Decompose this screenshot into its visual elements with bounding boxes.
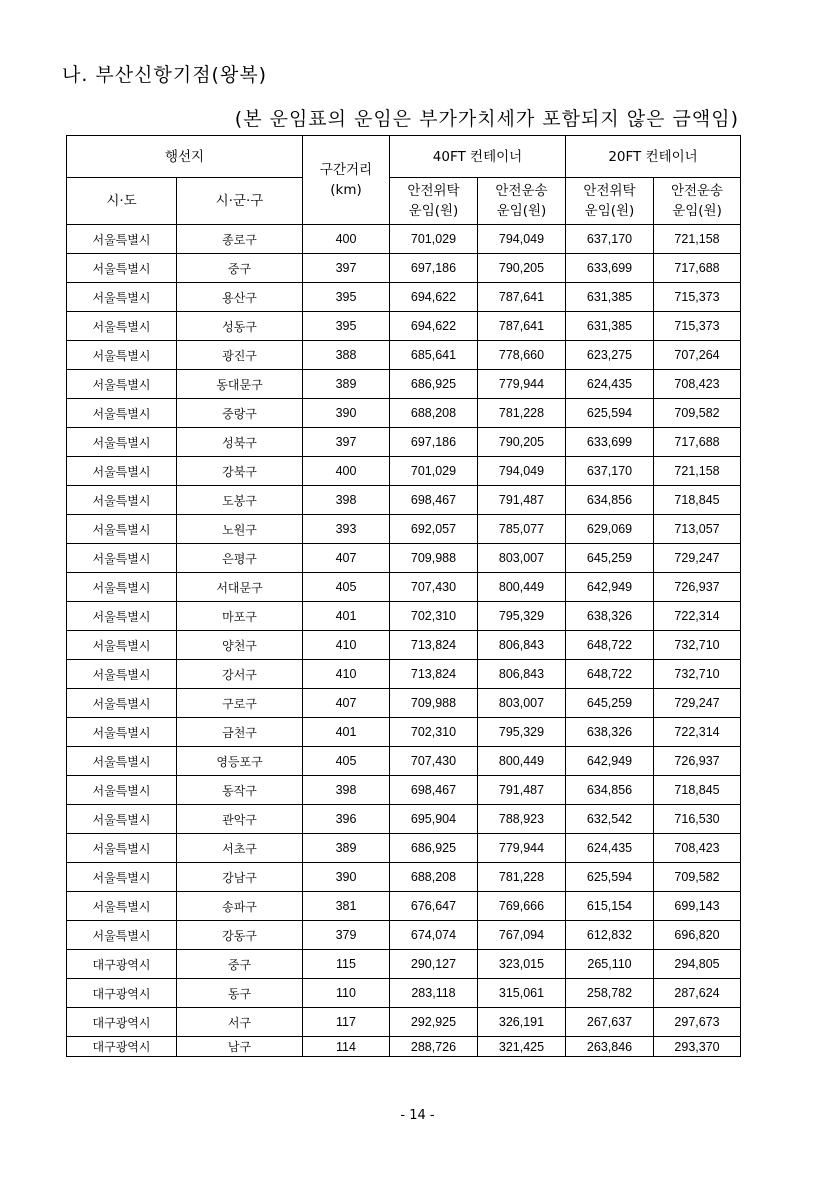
section-heading: 나. 부산신항기점(왕복) [62, 64, 268, 86]
cell-40ft-transport: 321,425 [478, 1037, 566, 1057]
cell-sido: 서울특별시 [67, 573, 177, 602]
cell-sido: 서울특별시 [67, 805, 177, 834]
header-20ft-trust [566, 178, 654, 225]
cell-distance: 389 [303, 834, 390, 863]
table-row [67, 399, 741, 428]
cell-40ft-transport: 806,843 [478, 660, 566, 689]
cell-40ft-transport: 800,449 [478, 573, 566, 602]
cell-sido: 대구광역시 [67, 979, 177, 1008]
table-row [67, 602, 741, 631]
cell-40ft-transport: 778,660 [478, 341, 566, 370]
cell-sigungu: 도봉구 [177, 486, 303, 515]
cell-sido: 대구광역시 [67, 950, 177, 979]
cell-distance: 388 [303, 341, 390, 370]
cell-20ft-trust: 648,722 [566, 660, 654, 689]
header-40ft: 40FT 컨테이너 [390, 136, 566, 178]
table-row [67, 979, 741, 1008]
cell-20ft-transport: 732,710 [654, 631, 741, 660]
cell-40ft-trust: 713,824 [390, 631, 478, 660]
cell-distance: 379 [303, 921, 390, 950]
cell-sido: 서울특별시 [67, 370, 177, 399]
cell-sigungu: 용산구 [177, 283, 303, 312]
cell-40ft-trust: 686,925 [390, 834, 478, 863]
cell-20ft-transport: 708,423 [654, 370, 741, 399]
cell-40ft-transport: 315,061 [478, 979, 566, 1008]
freight-rate-table [66, 135, 741, 1057]
cell-sigungu: 은평구 [177, 544, 303, 573]
cell-40ft-transport: 769,666 [478, 892, 566, 921]
table-row [67, 689, 741, 718]
cell-sigungu: 송파구 [177, 892, 303, 921]
cell-20ft-trust: 638,326 [566, 602, 654, 631]
cell-distance: 390 [303, 863, 390, 892]
cell-sigungu: 성북구 [177, 428, 303, 457]
cell-40ft-trust: 694,622 [390, 312, 478, 341]
cell-20ft-trust: 625,594 [566, 863, 654, 892]
cell-sido: 서울특별시 [67, 225, 177, 254]
header-distance-line2: (km) [330, 182, 362, 198]
cell-20ft-trust: 634,856 [566, 776, 654, 805]
cell-20ft-transport: 716,530 [654, 805, 741, 834]
cell-sigungu: 종로구 [177, 225, 303, 254]
cell-20ft-trust: 624,435 [566, 834, 654, 863]
cell-40ft-trust: 707,430 [390, 747, 478, 776]
cell-20ft-transport: 297,673 [654, 1008, 741, 1037]
cell-distance: 117 [303, 1008, 390, 1037]
cell-20ft-transport: 715,373 [654, 283, 741, 312]
cell-sido: 대구광역시 [67, 1037, 177, 1057]
table-row [67, 283, 741, 312]
cell-sigungu: 영등포구 [177, 747, 303, 776]
header-trust-line2: 운임(원) [408, 203, 459, 219]
cell-40ft-trust: 702,310 [390, 718, 478, 747]
cell-distance: 397 [303, 254, 390, 283]
header-trust-line1: 안전위탁 [407, 183, 460, 199]
cell-40ft-transport: 781,228 [478, 399, 566, 428]
cell-20ft-trust: 638,326 [566, 718, 654, 747]
cell-sigungu: 강동구 [177, 921, 303, 950]
cell-20ft-trust: 623,275 [566, 341, 654, 370]
cell-distance: 400 [303, 457, 390, 486]
table-row [67, 544, 741, 573]
cell-40ft-transport: 806,843 [478, 631, 566, 660]
cell-sido: 서울특별시 [67, 312, 177, 341]
cell-20ft-transport: 709,582 [654, 863, 741, 892]
cell-sigungu: 서대문구 [177, 573, 303, 602]
cell-distance: 407 [303, 689, 390, 718]
cell-40ft-transport: 795,329 [478, 602, 566, 631]
cell-20ft-transport: 732,710 [654, 660, 741, 689]
table-row [67, 486, 741, 515]
cell-40ft-transport: 800,449 [478, 747, 566, 776]
cell-40ft-trust: 292,925 [390, 1008, 478, 1037]
header-destination: 행선지 [67, 136, 303, 178]
cell-sigungu: 강북구 [177, 457, 303, 486]
cell-20ft-trust: 265,110 [566, 950, 654, 979]
cell-distance: 407 [303, 544, 390, 573]
cell-sigungu: 구로구 [177, 689, 303, 718]
cell-distance: 389 [303, 370, 390, 399]
cell-sido: 서울특별시 [67, 341, 177, 370]
cell-20ft-trust: 645,259 [566, 544, 654, 573]
cell-sido: 서울특별시 [67, 921, 177, 950]
cell-distance: 410 [303, 660, 390, 689]
cell-distance: 398 [303, 486, 390, 515]
table-row [67, 834, 741, 863]
cell-20ft-transport: 726,937 [654, 747, 741, 776]
cell-20ft-transport: 715,373 [654, 312, 741, 341]
cell-40ft-transport: 781,228 [478, 863, 566, 892]
header-40ft-transport [478, 178, 566, 225]
cell-40ft-transport: 787,641 [478, 312, 566, 341]
cell-40ft-trust: 694,622 [390, 283, 478, 312]
table-row [67, 776, 741, 805]
cell-distance: 398 [303, 776, 390, 805]
cell-20ft-trust: 634,856 [566, 486, 654, 515]
cell-20ft-transport: 722,314 [654, 602, 741, 631]
cell-40ft-trust: 686,925 [390, 370, 478, 399]
table-row [67, 341, 741, 370]
header-trust-line2: 운임(원) [584, 203, 635, 219]
cell-distance: 401 [303, 602, 390, 631]
cell-distance: 390 [303, 399, 390, 428]
table-row [67, 370, 741, 399]
table-row [67, 950, 741, 979]
cell-sigungu: 금천구 [177, 718, 303, 747]
cell-20ft-trust: 258,782 [566, 979, 654, 1008]
table-row [67, 312, 741, 341]
cell-20ft-trust: 648,722 [566, 631, 654, 660]
header-distance-line1: 구간거리 [319, 162, 373, 178]
cell-sigungu: 서구 [177, 1008, 303, 1037]
cell-40ft-trust: 698,467 [390, 486, 478, 515]
cell-40ft-trust: 674,074 [390, 921, 478, 950]
cell-distance: 114 [303, 1037, 390, 1057]
cell-20ft-transport: 696,820 [654, 921, 741, 950]
table-row [67, 747, 741, 776]
header-transport-line1: 안전운송 [670, 183, 724, 199]
cell-20ft-transport: 717,688 [654, 428, 741, 457]
cell-40ft-transport: 326,191 [478, 1008, 566, 1037]
cell-40ft-trust: 697,186 [390, 254, 478, 283]
cell-sigungu: 중구 [177, 950, 303, 979]
header-40ft-trust [390, 178, 478, 225]
cell-20ft-transport: 708,423 [654, 834, 741, 863]
cell-40ft-trust: 697,186 [390, 428, 478, 457]
cell-40ft-trust: 283,118 [390, 979, 478, 1008]
cell-20ft-transport: 709,582 [654, 399, 741, 428]
cell-40ft-trust: 688,208 [390, 399, 478, 428]
cell-20ft-transport: 293,370 [654, 1037, 741, 1057]
cell-40ft-trust: 288,726 [390, 1037, 478, 1057]
table-row [67, 718, 741, 747]
cell-distance: 115 [303, 950, 390, 979]
cell-20ft-trust: 631,385 [566, 312, 654, 341]
header-sido: 시·도 [67, 178, 177, 225]
cell-20ft-trust: 645,259 [566, 689, 654, 718]
cell-40ft-transport: 779,944 [478, 834, 566, 863]
cell-20ft-trust: 633,699 [566, 428, 654, 457]
cell-sigungu: 광진구 [177, 341, 303, 370]
cell-20ft-transport: 699,143 [654, 892, 741, 921]
cell-sigungu: 강남구 [177, 863, 303, 892]
cell-sigungu: 강서구 [177, 660, 303, 689]
cell-40ft-trust: 698,467 [390, 776, 478, 805]
header-transport-line2: 운임(원) [496, 203, 547, 219]
table-row [67, 863, 741, 892]
cell-20ft-transport: 718,845 [654, 486, 741, 515]
header-trust-line1: 안전위탁 [583, 183, 636, 199]
cell-40ft-transport: 790,205 [478, 254, 566, 283]
cell-20ft-transport: 729,247 [654, 544, 741, 573]
table-row [67, 515, 741, 544]
cell-40ft-trust: 701,029 [390, 457, 478, 486]
cell-20ft-trust: 615,154 [566, 892, 654, 921]
cell-20ft-trust: 642,949 [566, 573, 654, 602]
cell-sido: 서울특별시 [67, 863, 177, 892]
cell-sigungu: 노원구 [177, 515, 303, 544]
cell-sido: 서울특별시 [67, 718, 177, 747]
cell-distance: 393 [303, 515, 390, 544]
cell-sido: 서울특별시 [67, 602, 177, 631]
cell-distance: 395 [303, 283, 390, 312]
cell-sigungu: 성동구 [177, 312, 303, 341]
table-body [67, 225, 741, 1057]
cell-20ft-trust: 632,542 [566, 805, 654, 834]
cell-20ft-trust: 642,949 [566, 747, 654, 776]
cell-40ft-transport: 323,015 [478, 950, 566, 979]
cell-sido: 대구광역시 [67, 1008, 177, 1037]
cell-40ft-trust: 701,029 [390, 225, 478, 254]
cell-sigungu: 중구 [177, 254, 303, 283]
header-20ft-transport [654, 178, 741, 225]
table-row [67, 254, 741, 283]
table-row [67, 892, 741, 921]
cell-sigungu: 동대문구 [177, 370, 303, 399]
cell-40ft-trust: 702,310 [390, 602, 478, 631]
cell-20ft-transport: 721,158 [654, 225, 741, 254]
cell-sido: 서울특별시 [67, 283, 177, 312]
table-row [67, 805, 741, 834]
table-row [67, 457, 741, 486]
cell-20ft-transport: 729,247 [654, 689, 741, 718]
cell-40ft-trust: 707,430 [390, 573, 478, 602]
cell-sigungu: 남구 [177, 1037, 303, 1057]
cell-20ft-transport: 721,158 [654, 457, 741, 486]
cell-distance: 410 [303, 631, 390, 660]
cell-40ft-trust: 676,647 [390, 892, 478, 921]
cell-40ft-transport: 790,205 [478, 428, 566, 457]
cell-20ft-trust: 624,435 [566, 370, 654, 399]
cell-20ft-trust: 637,170 [566, 457, 654, 486]
cell-40ft-transport: 803,007 [478, 689, 566, 718]
cell-40ft-transport: 785,077 [478, 515, 566, 544]
cell-20ft-transport: 713,057 [654, 515, 741, 544]
cell-distance: 405 [303, 747, 390, 776]
header-20ft: 20FT 컨테이너 [566, 136, 741, 178]
cell-20ft-trust: 631,385 [566, 283, 654, 312]
cell-sigungu: 마포구 [177, 602, 303, 631]
cell-40ft-trust: 685,641 [390, 341, 478, 370]
cell-40ft-trust: 713,824 [390, 660, 478, 689]
table-row [67, 921, 741, 950]
table-row [67, 225, 741, 254]
cell-20ft-transport: 722,314 [654, 718, 741, 747]
cell-40ft-transport: 794,049 [478, 457, 566, 486]
cell-sido: 서울특별시 [67, 544, 177, 573]
cell-40ft-trust: 695,904 [390, 805, 478, 834]
cell-40ft-transport: 795,329 [478, 718, 566, 747]
cell-20ft-trust: 637,170 [566, 225, 654, 254]
vat-note: (본 운임표의 운임은 부가가치세가 포함되지 않은 금액임) [234, 108, 739, 130]
cell-sido: 서울특별시 [67, 834, 177, 863]
cell-20ft-transport: 707,264 [654, 341, 741, 370]
cell-distance: 395 [303, 312, 390, 341]
cell-40ft-transport: 779,944 [478, 370, 566, 399]
cell-sido: 서울특별시 [67, 660, 177, 689]
cell-20ft-transport: 717,688 [654, 254, 741, 283]
cell-sido: 서울특별시 [67, 254, 177, 283]
cell-40ft-transport: 794,049 [478, 225, 566, 254]
cell-sigungu: 동작구 [177, 776, 303, 805]
cell-20ft-trust: 612,832 [566, 921, 654, 950]
cell-sigungu: 관악구 [177, 805, 303, 834]
cell-sigungu: 서초구 [177, 834, 303, 863]
cell-sido: 서울특별시 [67, 486, 177, 515]
cell-20ft-trust: 263,846 [566, 1037, 654, 1057]
cell-sido: 서울특별시 [67, 776, 177, 805]
cell-sigungu: 양천구 [177, 631, 303, 660]
header-sigungu: 시·군·구 [177, 178, 303, 225]
table-row [67, 1037, 741, 1057]
cell-20ft-trust: 267,637 [566, 1008, 654, 1037]
cell-20ft-trust: 629,069 [566, 515, 654, 544]
cell-40ft-transport: 791,487 [478, 486, 566, 515]
cell-40ft-transport: 787,641 [478, 283, 566, 312]
table-row [67, 428, 741, 457]
table-row [67, 1008, 741, 1037]
header-distance [303, 136, 390, 225]
cell-sido: 서울특별시 [67, 428, 177, 457]
cell-distance: 396 [303, 805, 390, 834]
cell-40ft-transport: 803,007 [478, 544, 566, 573]
table-row [67, 660, 741, 689]
header-transport-line1: 안전운송 [495, 183, 548, 199]
cell-40ft-trust: 709,988 [390, 689, 478, 718]
cell-sido: 서울특별시 [67, 689, 177, 718]
cell-20ft-transport: 294,805 [654, 950, 741, 979]
cell-20ft-trust: 625,594 [566, 399, 654, 428]
cell-40ft-trust: 290,127 [390, 950, 478, 979]
cell-20ft-transport: 287,624 [654, 979, 741, 1008]
cell-sido: 서울특별시 [67, 515, 177, 544]
cell-sido: 서울특별시 [67, 457, 177, 486]
cell-40ft-trust: 688,208 [390, 863, 478, 892]
cell-sido: 서울특별시 [67, 631, 177, 660]
cell-sido: 서울특별시 [67, 892, 177, 921]
cell-distance: 401 [303, 718, 390, 747]
cell-40ft-trust: 692,057 [390, 515, 478, 544]
cell-distance: 381 [303, 892, 390, 921]
cell-distance: 397 [303, 428, 390, 457]
table-row [67, 573, 741, 602]
cell-distance: 405 [303, 573, 390, 602]
page-number: - 14 - [400, 1108, 435, 1123]
cell-sido: 서울특별시 [67, 747, 177, 776]
cell-20ft-trust: 633,699 [566, 254, 654, 283]
cell-20ft-transport: 718,845 [654, 776, 741, 805]
cell-40ft-trust: 709,988 [390, 544, 478, 573]
cell-40ft-transport: 767,094 [478, 921, 566, 950]
table-row [67, 631, 741, 660]
cell-40ft-transport: 791,487 [478, 776, 566, 805]
cell-sigungu: 중랑구 [177, 399, 303, 428]
cell-40ft-transport: 788,923 [478, 805, 566, 834]
cell-20ft-transport: 726,937 [654, 573, 741, 602]
header-transport-line2: 운임(원) [672, 203, 722, 219]
cell-sigungu: 동구 [177, 979, 303, 1008]
cell-distance: 110 [303, 979, 390, 1008]
cell-distance: 400 [303, 225, 390, 254]
cell-sido: 서울특별시 [67, 399, 177, 428]
